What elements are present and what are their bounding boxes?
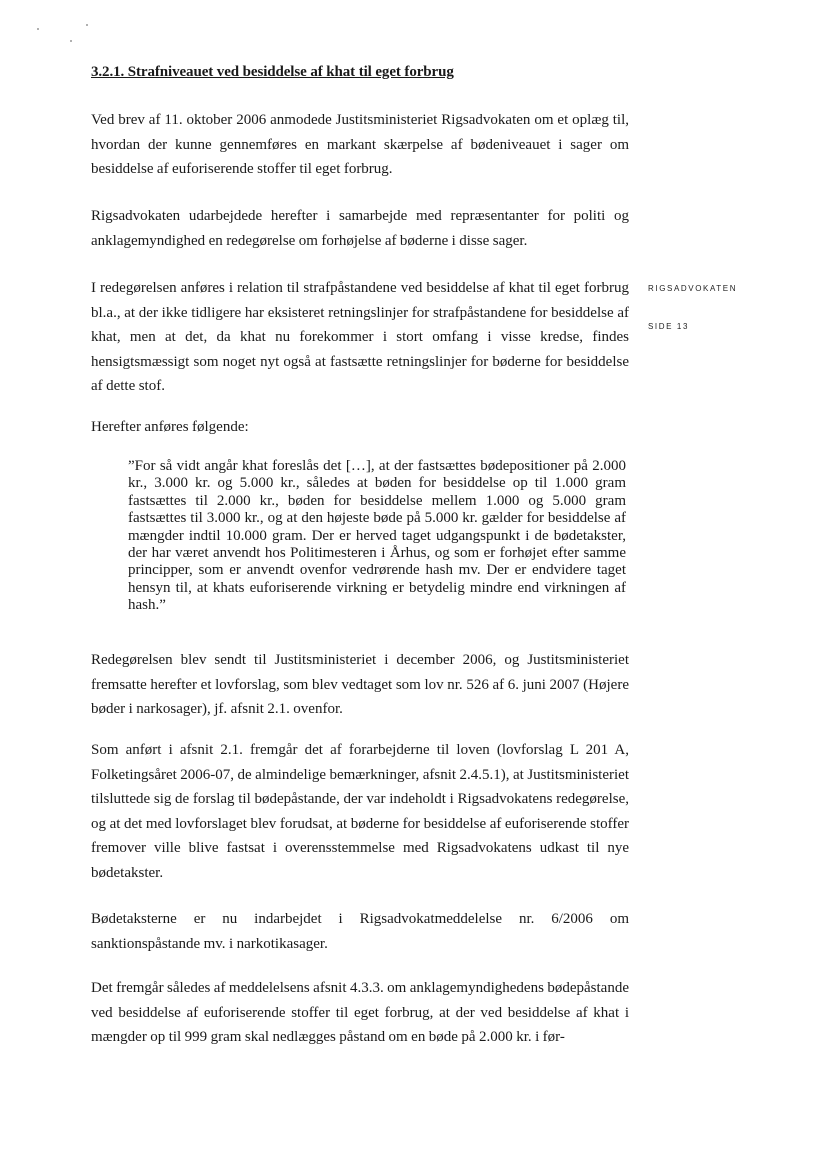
paragraph-report-prepared: Rigsadvokaten udarbejdede herefter i samarbejde med repræsentanter for politi og anklagemyndighed en redegørelse om forhøjelse af bøderne i disse sager. bbox=[91, 208, 629, 249]
quoted-fine-proposal: ”For så vidt angår khat foreslås det […], at der fastsættes bødepositioner på 2.000 kr., 3.000 kr. og 5.000 kr., således at bøden for besiddelse op til 1.000 gram fastsættes til 2.000 kr., bøden for besiddelse mellem 1.000 og 5.000 gram fastsættes til 3.000 kr., og at den højeste bøde på 5.000 kr. gælder for besiddelse af mængder indtil 10.000 gram. Der er herved taget udgangspunkt i de bødetakster, der har været anvendt hos Politimesteren i Århus, og som er forhøjet efter samme principper, som er anvendt ovenfor vedrørende hash mv. Der er endvidere taget hensyn til, at khats euforiserende virkning er betydelig mindre end virkningen af hash.” bbox=[128, 458, 626, 614]
scan-speck bbox=[86, 24, 88, 26]
paragraph-section-433: Det fremgår således af meddelelsens afsnit 4.3.3. om anklagemyndighedens bødepåstande ved besiddelse af euforiserende stoffer til eget forbrug, at der ved besiddelse af khat i mængder op til 999 gram skal nedlægges påstand om en bøde på 2.000 kr. i før- bbox=[91, 980, 629, 1045]
section-heading: 3.2.1. Strafniveauet ved besiddelse af khat til eget forbrug bbox=[91, 64, 454, 80]
paragraph-letter-request: Ved brev af 11. oktober 2006 anmodede Justitsministeriet Rigsadvokaten om et oplæg til, hvordan der kunne gennemføres en markant skærpelse af bødeniveauet i sager om besiddelse af euforiserende stoffer til eget forbrug. bbox=[91, 112, 629, 177]
paragraph-preparatory-works: Som anført i afsnit 2.1. fremgår det af forarbejderne til loven (lovforslag L 201 A, Folketingsåret 2006-07, de almindelige bemærkninger, afsnit 2.4.5.1), at Justitsministeriet tilsluttede sig de forslag til bødepåstande, der var indeholdt i Rigsadvokatens redegørelse, og at det med lovforslaget blev forudsat, at bøderne for besiddelse af euforiserende stoffer fremover ville blive fastsat i overensstemmelse med Rigsadvokatens udkast til nye bødetakster. bbox=[91, 742, 629, 881]
paragraph-fine-rates-incorporated: Bødetaksterne er nu indarbejdet i Rigsadvokatmeddelelse nr. 6/2006 om sanktionspåstande mv. i narkotikasager. bbox=[91, 911, 629, 952]
scan-speck bbox=[70, 40, 72, 42]
scan-speck bbox=[37, 28, 39, 30]
paragraph-quote-intro: Herefter anføres følgende: bbox=[91, 419, 249, 435]
margin-page-number: SIDE 13 bbox=[648, 322, 689, 331]
paragraph-bill-adopted: Redegørelsen blev sendt til Justitsministeriet i december 2006, og Justitsministeriet fremsatte herefter et lovforslag, som blev vedtaget som lov nr. 526 af 6. juni 2007 (Højere bøder i narkosager), jf. afsnit 2.1. ovenfor. bbox=[91, 652, 629, 717]
margin-organization: RIGSADVOKATEN bbox=[648, 284, 738, 293]
paragraph-khat-guidelines: I redegørelsen anføres i relation til strafpåstandene ved besiddelse af khat til eget forbrug bl.a., at der ikke tidligere har eksisteret retningslinjer for strafpåstandene for besiddelse af khat, men at det, da khat nu forekommer i stort omfang i visse kredse, findes hensigtsmæssigt som noget nyt også at fastsætte retningslinjer for bøderne for besiddelse af dette stof. bbox=[91, 280, 629, 394]
